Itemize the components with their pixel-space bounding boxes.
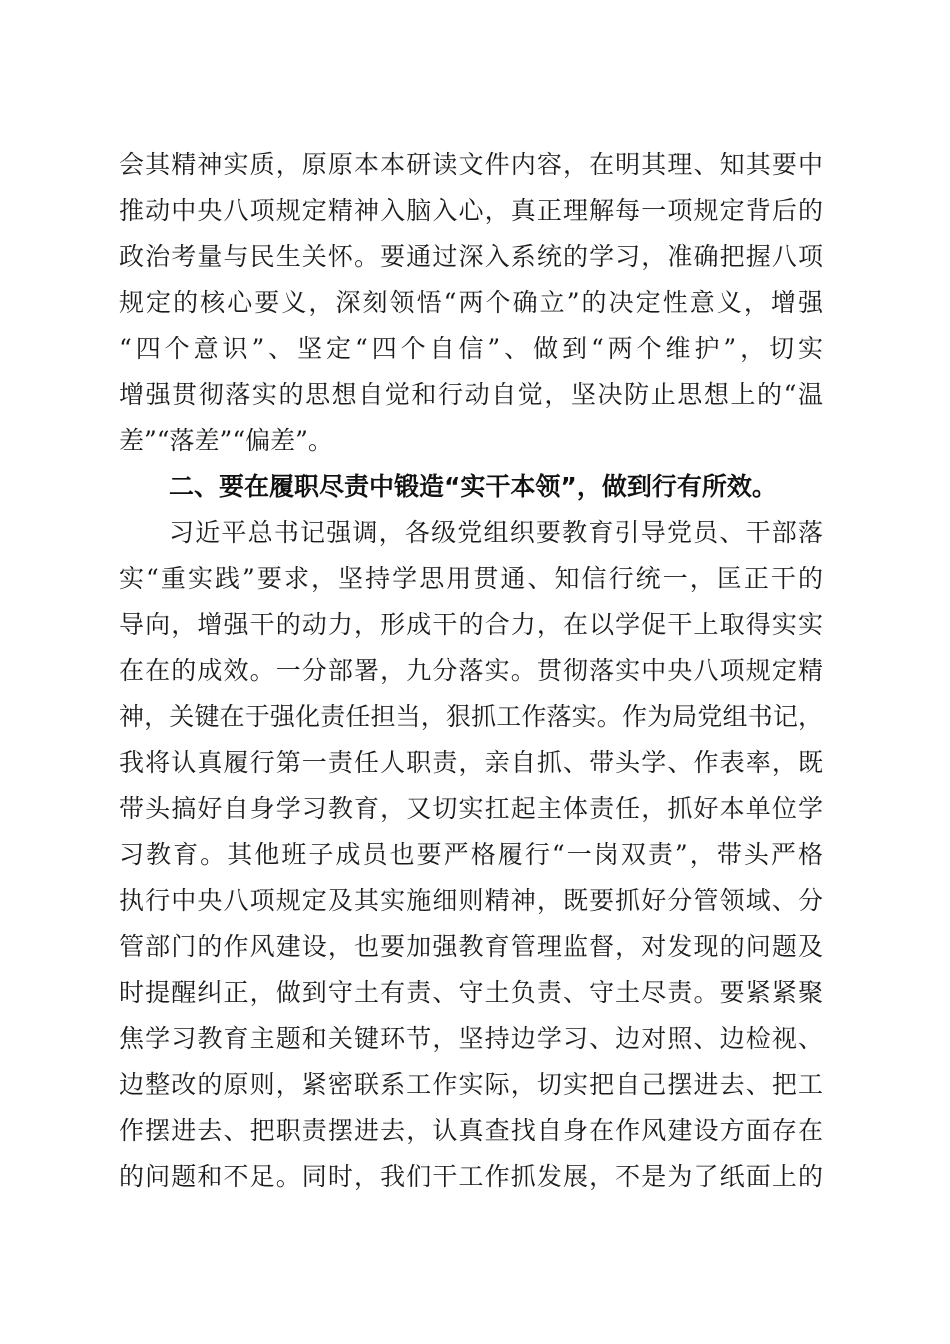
paragraph-line: 导向，增强干的动力，形成干的合力，在以学促干上取得实实 <box>119 610 823 639</box>
paragraph-line: 政治考量与民生关怀。要通过深入系统的学习，准确把握八项 <box>119 242 823 271</box>
section-heading: 二、要在履职尽责中锻造“实干本领”，做到行有所效。 <box>169 472 777 501</box>
paragraph-line: 会其精神实质，原原本本研读文件内容，在明其理、知其要中 <box>119 150 823 179</box>
paragraph-line: 时提醒纠正，做到守土有责、守土负责、守土尽责。要紧紧聚 <box>119 978 823 1007</box>
paragraph-line: 边整改的原则，紧密联系工作实际，切实把自己摆进去、把工 <box>119 1070 823 1099</box>
paragraph-line: 管部门的作风建设，也要加强教育管理监督，对发现的问题及 <box>119 932 823 961</box>
paragraph-line: 神，关键在于强化责任担当，狠抓工作落实。作为局党组书记， <box>119 702 823 731</box>
paragraph-line: 差”“落差”“偏差”。 <box>119 426 333 455</box>
paragraph-line: 执行中央八项规定及其实施细则精神，既要抓好分管领域、分 <box>119 886 823 915</box>
paragraph-line: 带头搞好自身学习教育，又切实扛起主体责任，抓好本单位学 <box>119 794 823 823</box>
paragraph-line: 推动中央八项规定精神入脑入心，真正理解每一项规定背后的 <box>119 196 823 225</box>
paragraph-line: 增强贯彻落实的思想自觉和行动自觉，坚决防止思想上的“温 <box>119 380 823 409</box>
paragraph-line: 在在的成效。一分部署，九分落实。贯彻落实中央八项规定精 <box>119 656 823 685</box>
paragraph-line: 习教育。其他班子成员也要严格履行“一岗双责”，带头严格 <box>119 840 823 869</box>
paragraph-line: 我将认真履行第一责任人职责，亲自抓、带头学、作表率，既 <box>119 748 823 777</box>
paragraph-line: 习近平总书记强调，各级党组织要教育引导党员、干部落 <box>169 518 823 547</box>
paragraph-line: 焦学习教育主题和关键环节，坚持边学习、边对照、边检视、 <box>119 1024 823 1053</box>
paragraph-line: 实“重实践”要求，坚持学思用贯通、知信行统一，匡正干的 <box>119 564 823 593</box>
paragraph-line: 的问题和不足。同时，我们干工作抓发展，不是为了纸面上的 <box>119 1162 823 1191</box>
paragraph-line: 作摆进去、把职责摆进去，认真查找自身在作风建设方面存在 <box>119 1116 823 1145</box>
paragraph-line: 规定的核心要义，深刻领悟“两个确立”的决定性意义，增强 <box>119 288 823 317</box>
paragraph-line: “四个意识”、坚定“四个自信”、做到“两个维护”，切实 <box>119 334 823 363</box>
